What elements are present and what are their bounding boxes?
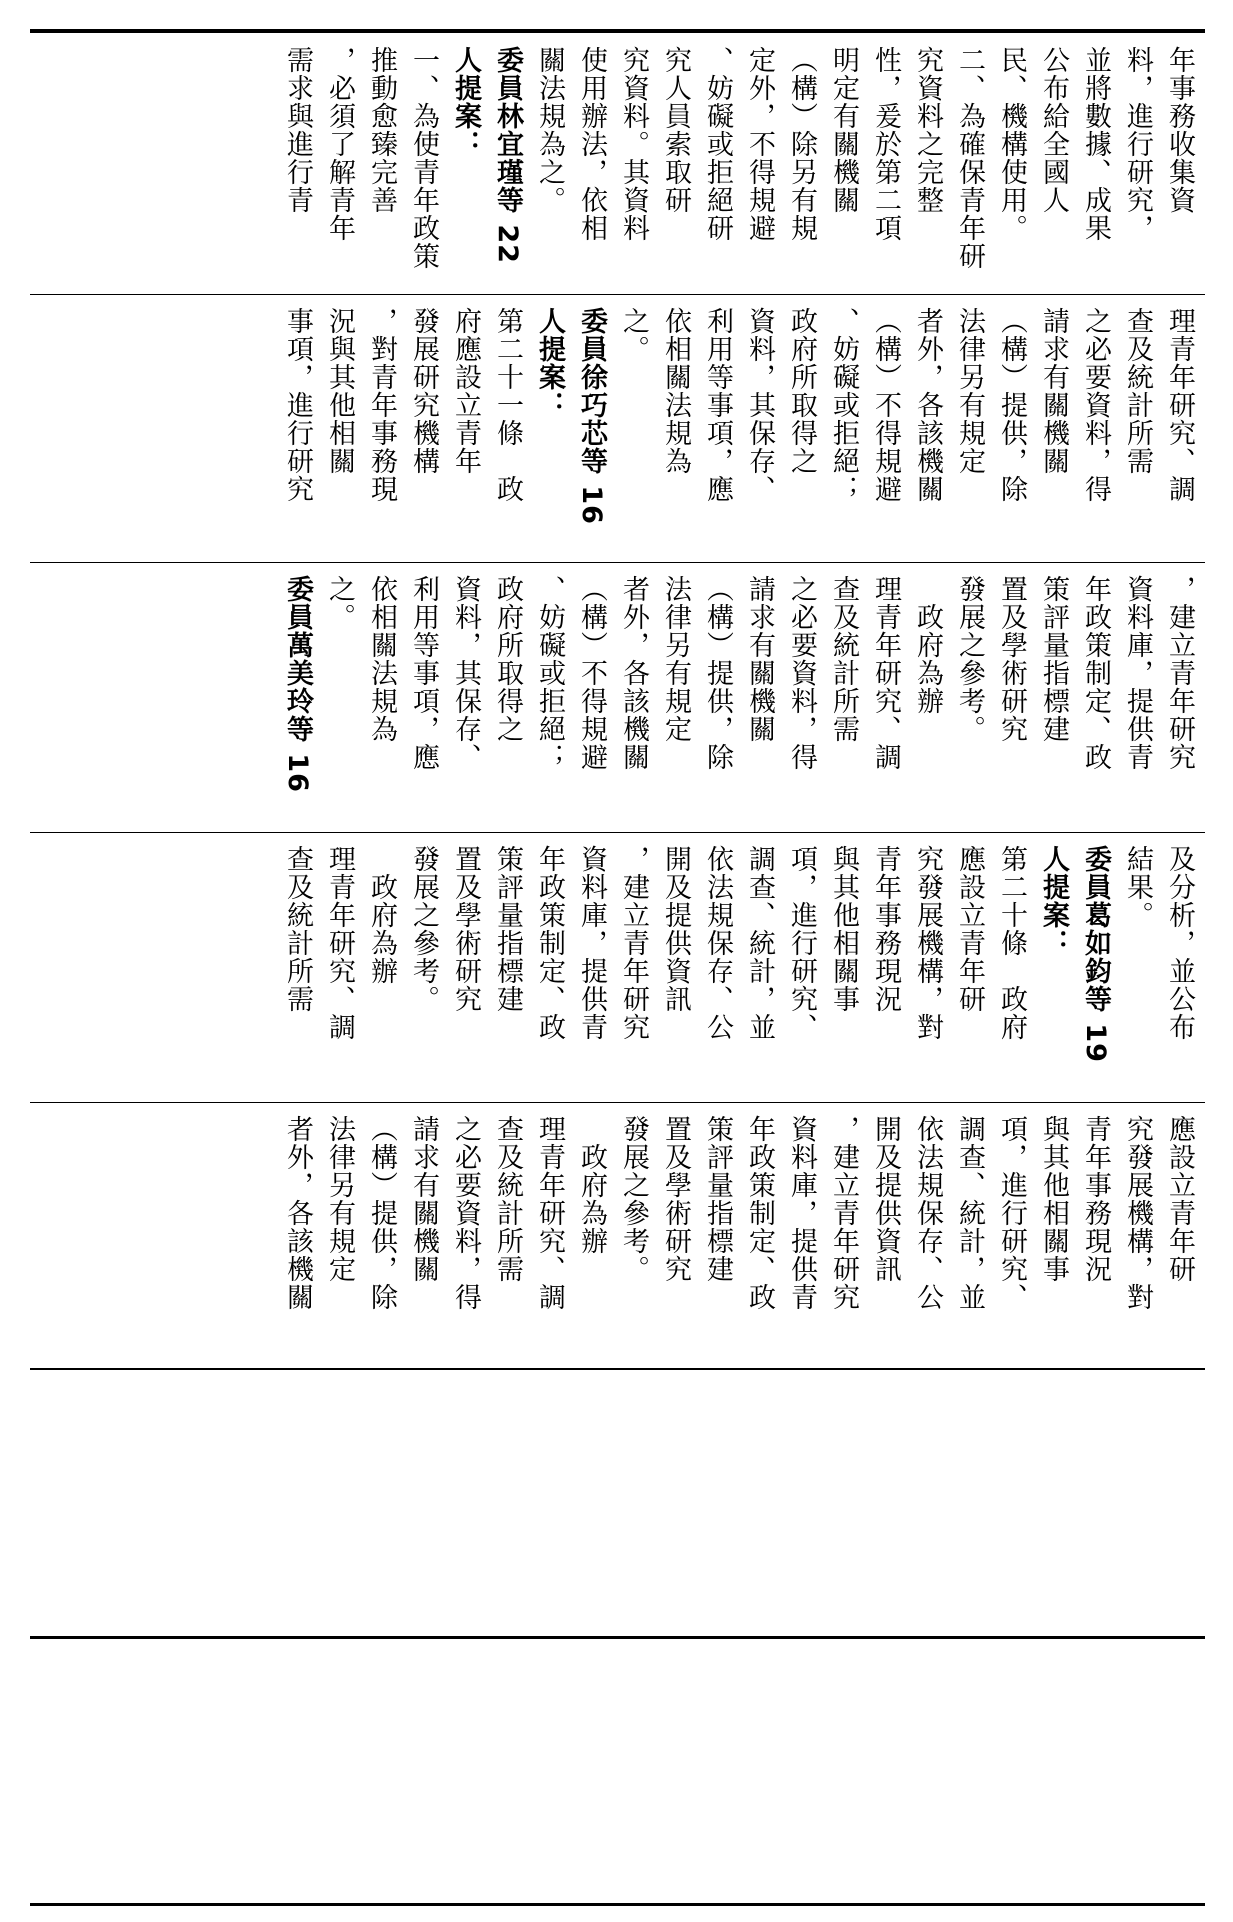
text-line: 之。 xyxy=(324,575,355,631)
text-line: 發展之參考。 xyxy=(618,1115,649,1283)
text-line: 事項，進行研究 xyxy=(282,307,313,503)
text-line: 究資料。其資料 xyxy=(618,46,649,242)
proposer-heading: 委員萬美玲等 16 xyxy=(282,575,313,793)
text-line: （構）提供，除 xyxy=(702,575,733,771)
text-line: 料，進行研究， xyxy=(1122,46,1153,242)
text-line: 年事務收集資 xyxy=(1164,46,1195,214)
text-line: 之。 xyxy=(618,307,649,363)
text-line: 者外，各該機關 xyxy=(912,307,943,503)
text-line: 依法規保存、公 xyxy=(702,845,733,1041)
text-line: 開及提供資訊 xyxy=(660,845,691,1013)
text-line: 與其他相關事 xyxy=(828,845,859,1013)
text-line: 利用等事項，應 xyxy=(702,307,733,503)
text-line: 依相關法規為 xyxy=(660,307,691,475)
text-line: 策評量指標建 xyxy=(702,1115,733,1283)
text-line: 置及學術研究 xyxy=(660,1115,691,1283)
column-divider xyxy=(30,832,1205,833)
text-line: 明定有關機關 xyxy=(828,46,859,214)
text-line: 資料庫，提供青 xyxy=(1122,575,1153,771)
text-line: 二、為確保青年研 xyxy=(954,46,985,270)
text-line: 政府為辦 xyxy=(366,845,397,985)
text-line: 關法規為之。 xyxy=(534,46,565,214)
text-line: 理青年研究、調 xyxy=(324,845,355,1041)
column-divider xyxy=(30,294,1205,295)
column-lines xyxy=(276,307,1200,525)
proposer-heading: 人提案： xyxy=(1038,845,1069,957)
text-line: 、妨礙或拒絕； xyxy=(828,307,859,503)
text-line: 結果。 xyxy=(1122,845,1153,929)
middle-rule xyxy=(30,1636,1205,1639)
text-line: （構）不得規避 xyxy=(870,307,901,503)
top-rule xyxy=(30,29,1205,33)
text-line: 查及統計所需 xyxy=(492,1115,523,1283)
text-line: 置及學術研究 xyxy=(996,575,1027,743)
text-line: 第二十條 政府 xyxy=(996,845,1027,1041)
text-line: 調查、統計，並 xyxy=(954,1115,985,1311)
proposer-heading: 委員徐巧芯等 16 xyxy=(576,307,607,525)
text-line: 與其他相關事 xyxy=(1038,1115,1069,1283)
column-lines xyxy=(276,575,1200,793)
text-line: ，對青年事務現 xyxy=(366,307,397,503)
text-line: 依法規保存、公 xyxy=(912,1115,943,1311)
text-column-2 xyxy=(40,297,1200,560)
text-line: 府應設立青年 xyxy=(450,307,481,475)
text-line: 究資料之完整 xyxy=(912,46,943,214)
text-line: 應設立青年研 xyxy=(1164,1115,1195,1283)
text-column-5 xyxy=(40,1105,1200,1365)
column-divider xyxy=(30,562,1205,563)
text-line: ，建立青年研究 xyxy=(618,845,649,1041)
column-lines xyxy=(276,46,1200,270)
text-line: 之必要資料，得 xyxy=(450,1115,481,1311)
text-column-3 xyxy=(40,565,1200,830)
text-line: 查及統計所需 xyxy=(828,575,859,743)
text-line: 依相關法規為 xyxy=(366,575,397,743)
proposer-heading: 人提案： xyxy=(450,46,481,158)
text-line: 調查、統計，並 xyxy=(744,845,775,1041)
text-line: 況與其他相關 xyxy=(324,307,355,475)
text-line: 發展研究機構 xyxy=(408,307,439,475)
text-line: 年政策制定、政 xyxy=(534,845,565,1041)
text-line: 法律另有規定 xyxy=(324,1115,355,1283)
text-line: 公布給全國人 xyxy=(1038,46,1069,214)
text-line: 一、為使青年政策 xyxy=(408,46,439,270)
text-line: 政府為辦 xyxy=(576,1115,607,1255)
text-line: 之必要資料，得 xyxy=(1080,307,1111,503)
text-line: （構）不得規避 xyxy=(576,575,607,771)
proposer-heading: 委員林宜瑾等 22 xyxy=(492,46,523,264)
text-line: 理青年研究、調 xyxy=(870,575,901,771)
text-line: 究發展機構，對 xyxy=(912,845,943,1041)
text-line: 項，進行研究、 xyxy=(786,845,817,1041)
text-line: 發展之參考。 xyxy=(954,575,985,743)
text-line: 法律另有規定 xyxy=(954,307,985,475)
text-line: 使用辦法，依相 xyxy=(576,46,607,242)
text-line: 定外，不得規避 xyxy=(744,46,775,242)
text-line: 法律另有規定 xyxy=(660,575,691,743)
text-line: 開及提供資訊 xyxy=(870,1115,901,1283)
section-rule xyxy=(30,1368,1205,1370)
text-line: 政府所取得之 xyxy=(786,307,817,475)
text-line: 年政策制定、政 xyxy=(1080,575,1111,771)
text-column-1 xyxy=(40,36,1200,292)
text-line: 及分析，並公布 xyxy=(1164,845,1195,1041)
text-line: 性，爰於第二項 xyxy=(870,46,901,242)
proposer-heading: 人提案： xyxy=(534,307,565,419)
text-line: 第二十一條 政 xyxy=(492,307,523,503)
text-line: 請求有關機關 xyxy=(744,575,775,743)
text-line: 策評量指標建 xyxy=(492,845,523,1013)
text-line: 發展之參考。 xyxy=(408,845,439,1013)
text-line: 民、機構使用。 xyxy=(996,46,1027,242)
text-line: ，建立青年研究 xyxy=(1164,575,1195,771)
text-line: 推動愈臻完善 xyxy=(366,46,397,214)
text-line: 資料，其保存、 xyxy=(450,575,481,771)
text-line: （構）提供，除 xyxy=(366,1115,397,1311)
text-line: 政府所取得之 xyxy=(492,575,523,743)
text-line: 青年事務現況 xyxy=(1080,1115,1111,1283)
text-line: ，必須了解青年 xyxy=(324,46,355,242)
text-line: 青年事務現況 xyxy=(870,845,901,1013)
text-line: 理青年研究、調 xyxy=(534,1115,565,1311)
text-line: 請求有關機關 xyxy=(408,1115,439,1283)
text-line: （構）提供，除 xyxy=(996,307,1027,503)
bottom-rule xyxy=(30,1903,1205,1906)
text-line: ，建立青年研究 xyxy=(828,1115,859,1311)
text-line: 策評量指標建 xyxy=(1038,575,1069,743)
column-lines xyxy=(276,845,1200,1063)
text-line: 查及統計所需 xyxy=(1122,307,1153,475)
text-line: 者外，各該機關 xyxy=(618,575,649,771)
text-line: 置及學術研究 xyxy=(450,845,481,1013)
text-line: 、妨礙或拒絕研 xyxy=(702,46,733,242)
text-line: 資料庫，提供青 xyxy=(786,1115,817,1311)
text-line: 查及統計所需 xyxy=(282,845,313,1013)
text-line: 者外，各該機關 xyxy=(282,1115,313,1311)
text-line: 需求與進行青 xyxy=(282,46,313,214)
text-line: 理青年研究、調 xyxy=(1164,307,1195,503)
text-line: 請求有關機關 xyxy=(1038,307,1069,475)
text-line: （構）除另有規 xyxy=(786,46,817,242)
text-line: 、妨礙或拒絕； xyxy=(534,575,565,771)
text-line: 政府為辦 xyxy=(912,575,943,715)
text-line: 資料庫，提供青 xyxy=(576,845,607,1041)
text-line: 究發展機構，對 xyxy=(1122,1115,1153,1311)
text-column-4 xyxy=(40,835,1200,1100)
column-lines xyxy=(276,1115,1200,1311)
text-line: 並將數據、成果 xyxy=(1080,46,1111,242)
text-line: 利用等事項，應 xyxy=(408,575,439,771)
text-line: 究人員索取研 xyxy=(660,46,691,214)
text-line: 項，進行研究、 xyxy=(996,1115,1027,1311)
text-line: 資料，其保存、 xyxy=(744,307,775,503)
text-line: 應設立青年研 xyxy=(954,845,985,1013)
column-divider xyxy=(30,1102,1205,1103)
proposer-heading: 委員葛如鈞等 19 xyxy=(1080,845,1111,1063)
text-line: 之必要資料，得 xyxy=(786,575,817,771)
text-line: 年政策制定、政 xyxy=(744,1115,775,1311)
